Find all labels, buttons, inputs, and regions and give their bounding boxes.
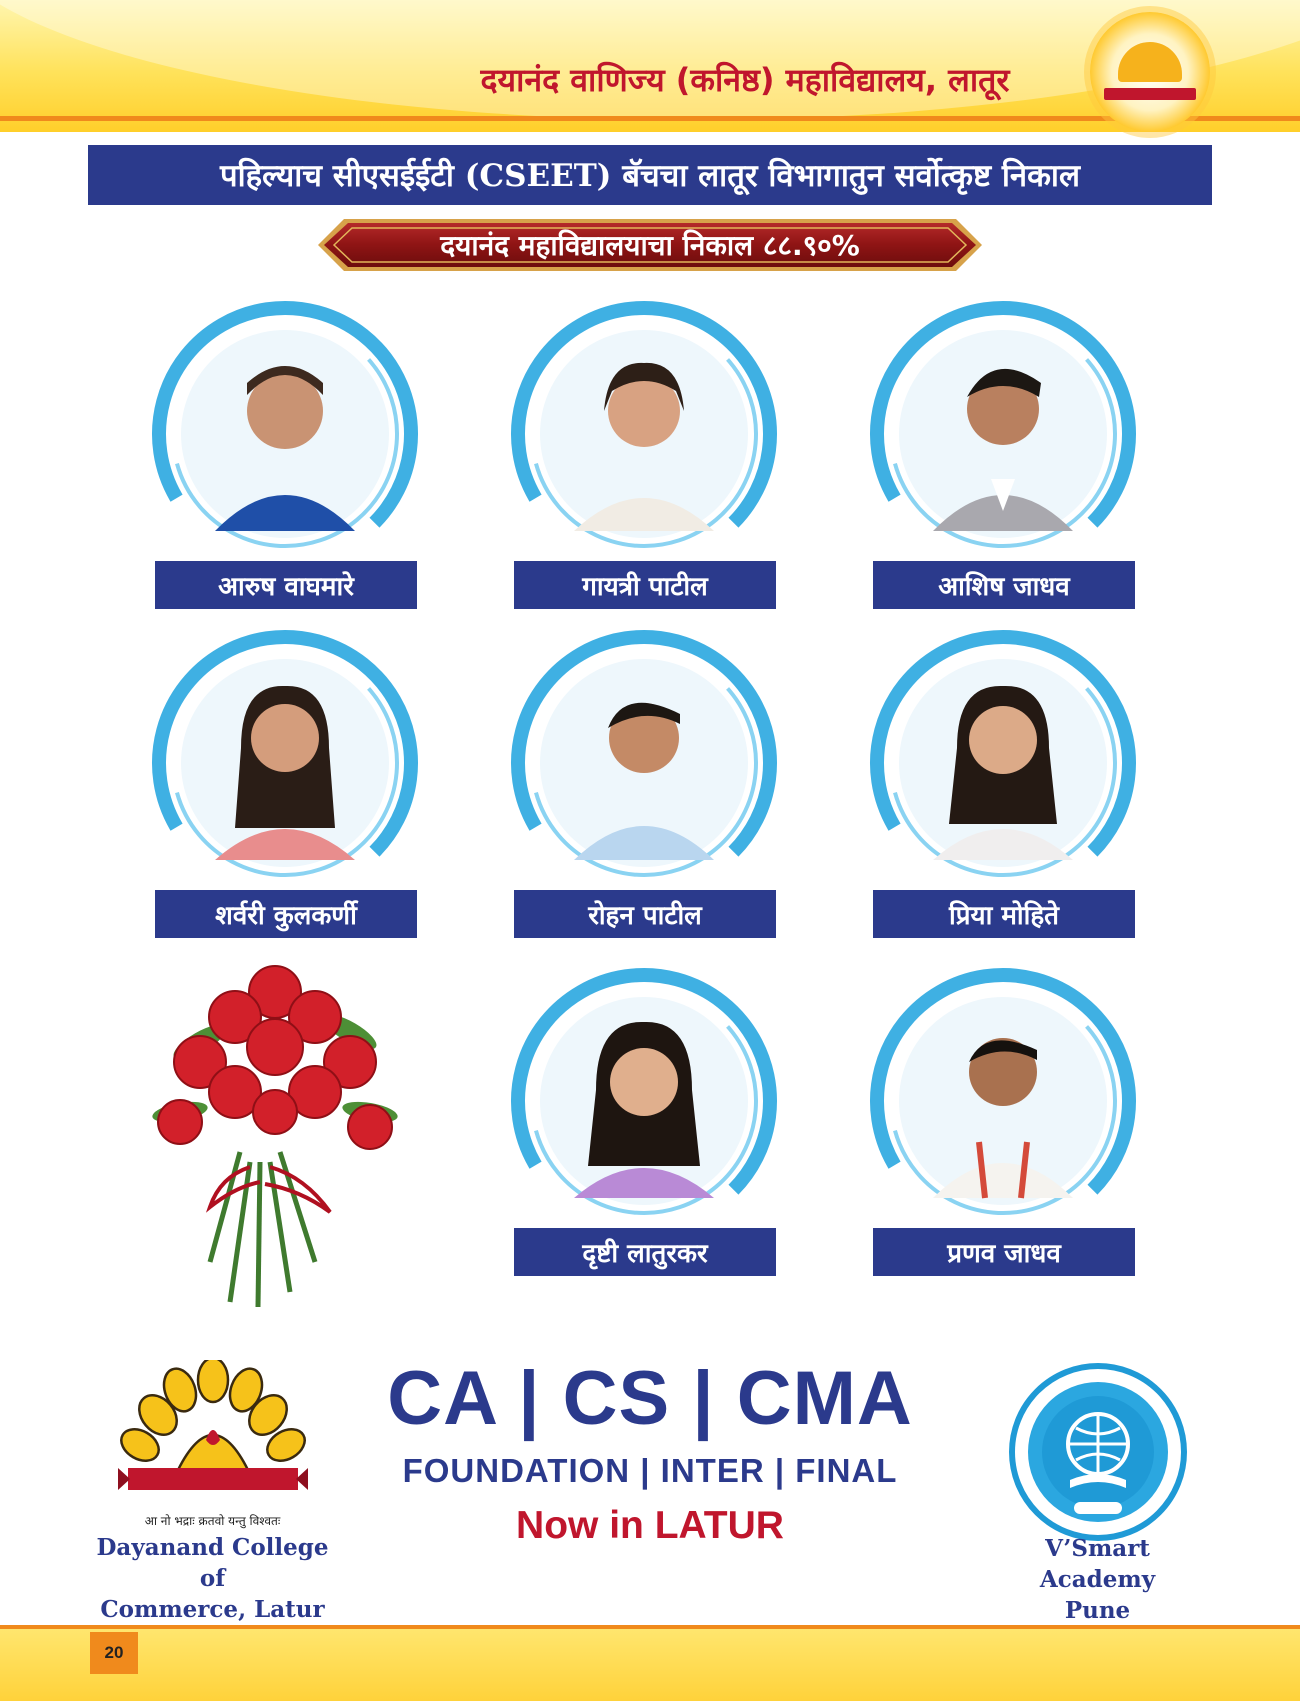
student-card (145, 628, 425, 948)
sun-emblem-core (1118, 42, 1182, 82)
vsmart-academy-badge (1008, 1362, 1188, 1542)
result-banner (318, 215, 982, 275)
student-card (145, 299, 425, 619)
page-number: 20 (90, 1632, 138, 1674)
student-name: आशिष जाधव (873, 561, 1135, 609)
result-text: दयानंद महाविद्यालयाचा निकाल ८८.९०% (440, 229, 860, 262)
college-title: दयानंद वाणिज्य (कनिष्ठ) महाविद्यालय, लातूर (480, 61, 1010, 99)
student-portrait (504, 299, 784, 579)
student-portrait (145, 628, 425, 908)
student-portrait (145, 299, 425, 579)
academy-name-line2: Pune (1064, 1597, 1131, 1624)
student-portrait (863, 299, 1143, 579)
student-name: प्रणव जाधव (873, 1228, 1135, 1276)
page-footer-band (0, 1625, 1300, 1701)
course-levels: FOUNDATION | INTER | FINAL (402, 1452, 898, 1489)
college-name-line2: Commerce, Latur (100, 1596, 325, 1623)
tagline: Now in LATUR (516, 1504, 784, 1547)
college-name (80, 1532, 345, 1625)
student-name: आरुष वाघमारे (155, 561, 417, 609)
academy-name (985, 1533, 1210, 1626)
academy-name-line1: V’Smart Academy (1039, 1535, 1156, 1593)
footer-rule (0, 1625, 1300, 1629)
rose-bouquet-image (140, 962, 410, 1312)
student-card (504, 966, 784, 1286)
college-name-line1: Dayanand College of (96, 1534, 329, 1592)
student-card (504, 628, 784, 948)
student-name: रोहन पाटील (514, 890, 776, 938)
dayanand-college-logo (118, 1360, 308, 1510)
sun-emblem-icon (1090, 12, 1210, 132)
student-portrait (504, 966, 784, 1246)
main-banner: पहिल्याच सीएसईईटी (CSEET) बॅचचा लातूर विभागातुन सर्वोत्कृष्ट निकाल (88, 145, 1212, 205)
header-rule (0, 116, 1300, 121)
student-portrait (863, 966, 1143, 1246)
student-name: दृष्टी लातुरकर (514, 1228, 776, 1276)
sun-emblem-ribbon (1104, 88, 1196, 100)
college-motto: आ नो भद्राः क्रतवो यन्तु विश्वतः (144, 1514, 281, 1528)
student-portrait (504, 628, 784, 908)
student-name: शर्वरी कुलकर्णी (155, 890, 417, 938)
student-card (863, 299, 1143, 619)
student-portrait (863, 628, 1143, 908)
student-card (504, 299, 784, 619)
courses-title: CA | CS | CMA (387, 1356, 913, 1441)
student-card (863, 628, 1143, 948)
student-card (863, 966, 1143, 1286)
student-name: प्रिया मोहिते (873, 890, 1135, 938)
student-name: गायत्री पाटील (514, 561, 776, 609)
